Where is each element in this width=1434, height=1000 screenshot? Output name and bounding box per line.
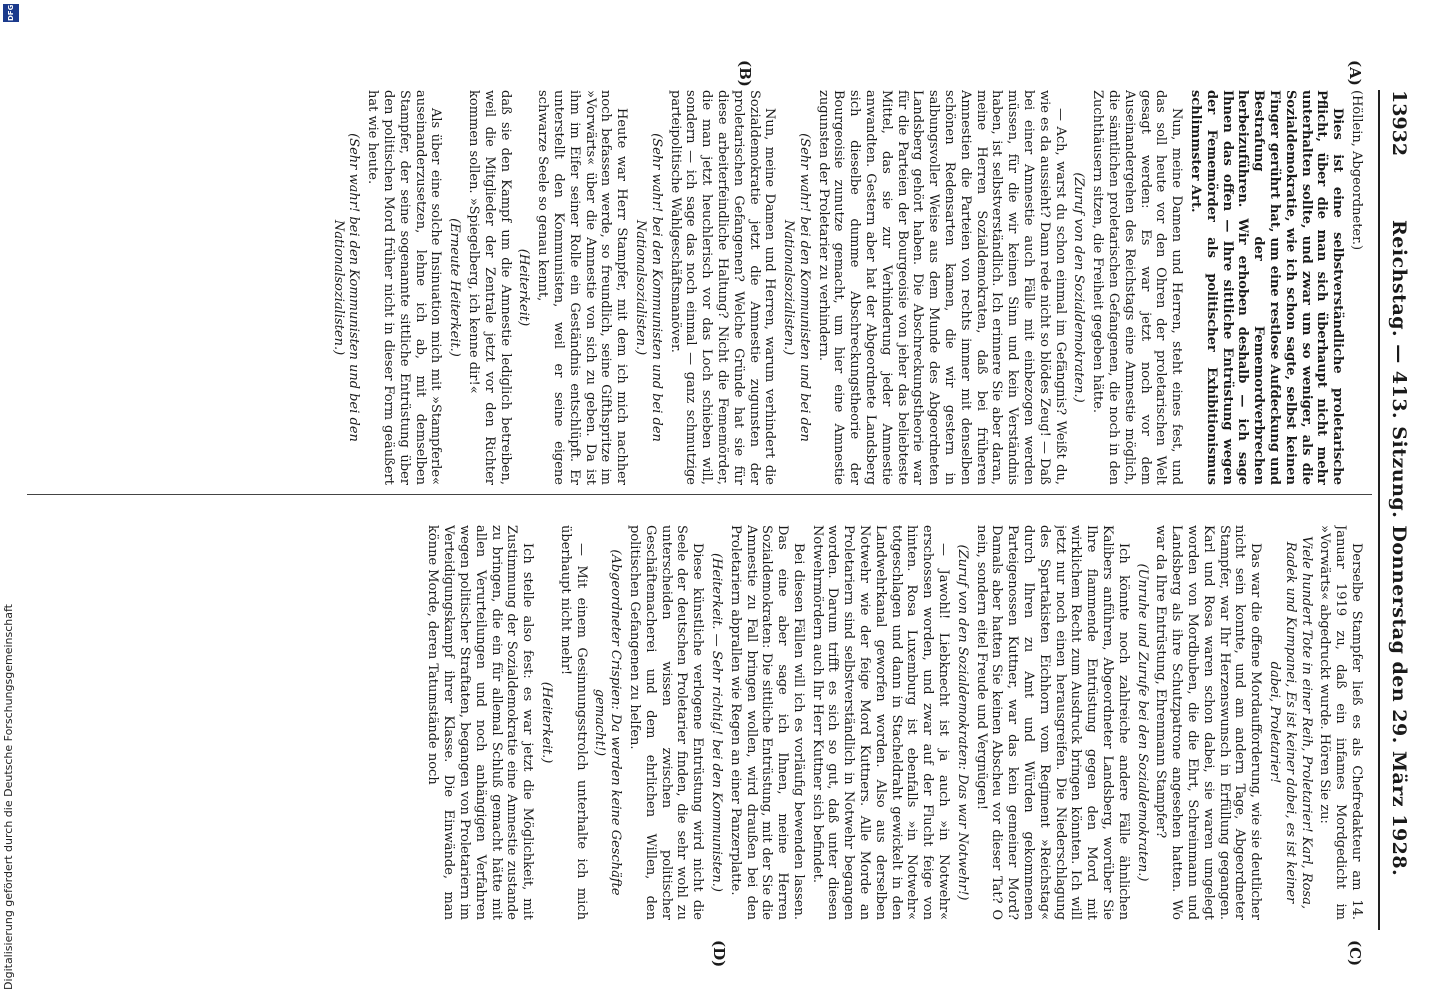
speaker-line: (Höllein, Abgeordneter.) <box>1349 90 1364 251</box>
paragraph: daß sie den Kampf um die Amnestie lediglich betreiben, weil die Mitglieder der Zentrale jetzt vor den Richter kommen sollen. »Spiegelberg, ich kenne dir!« <box>465 90 513 485</box>
page-number: 13932 <box>1388 90 1410 157</box>
column-divider <box>27 494 1372 495</box>
digitization-note: Digitalisierung gefördert durch die Deutsche Forschungsgemeinschaft <box>2 604 15 990</box>
margin-mark-b: (B) <box>736 60 754 87</box>
margin-mark-d: (D) <box>710 940 728 968</box>
paragraph: Ich stelle also fest: es war jetzt die Möglichkeit, mit Zustimmung der Sozialdemokratie eine Amnestie zustande zu bringen, die ein für allemal Schluß gemacht hätte mit allen Verurteilungen und noch anhängigen Verfahren wegen politischer Straftaten, begangen von Proletariern im Verteidigungskampf ihrer Klasse. Die Einwände, man könne Morde, deren Tatumstände noch <box>425 525 536 920</box>
paragraph: Derselbe Stampfer ließ es als Chefredakteur am 14. Januar 1919 zu, daß ein infames Mordgedicht im »Vorwärts« abgedruckt wurde. Hören Sie zu: <box>1317 525 1364 920</box>
left-column <box>24 90 1364 485</box>
paragraph: Dies ist eine selbstverständliche proletarische Pflicht, über die man sich überhaupt nicht mehr unterhalten sollte, und zwar um so weniger, als die Sozialdemokratie, wie ich schon sagte, selbst keinen Finger gerührt hat, um eine restlose Aufdeckung und Bestrafung der Fememordverbrechen herbeizuführen. Wir erhoben deshalb — ich sage Ihnen das offen — Ihre sittliche Entrüstung wegen der Fememörder als politischer Exhibitionismus schlimmster Art. <box>1188 90 1346 485</box>
dfg-logo-icon: DFG <box>3 4 19 22</box>
page-title: Reichstag. — 413. Sitzung. Donnerstag den 29. März 1928. <box>1388 220 1410 877</box>
paragraph: Als über eine solche Insinuation mich mit »Stampferle« auseinanderzusetzen, lehne ich ab, mit demselben Stampfer, der seine sogenannte sittliche Entrüstung über den politischen Mord früher nicht in dieser Form geäußert hat wie heute. <box>365 90 444 485</box>
interjection: (Heiterkeit. — Sehr richtig! bei den Kommunisten.) <box>708 553 724 892</box>
paragraph: Bei diesen Fällen will ich es vorläufig bewenden lassen. Das eine aber sage ich Ihnen, meine Herren Sozialdemokraten: Die sittliche Entrüstung, mit der Sie die Amnestie zu Fall bringen wollen, wird draußen bei den Proletariern abprallen wie Regen an einer Panzerplatte. <box>727 525 806 920</box>
paragraph: — Ach, warst du schon einmal im Gefängnis? Weißt du, wie es da aussieht? Dann rede nicht so blödes Zeug! — Daß bei einer Amnestie auch Fälle mit einbezogen werden müssen, für die wir keinen Sinn und kein Verständnis haben, ist selbstverständlich. Ich erinnere Sie aber daran, meine Herren Sozialdemokraten, daß bei früheren Amnestien die Parteien von rechts immer mit denselben schönen Redensarten kamen, die wir gestern in salbungsvoller Weise aus dem Munde des Abgeordneten Landsberg gehört haben. Die Abschreckungstheorie war für die Parteien der Bourgeoisie von jeher das beliebteste Mittel, das sie zur Verhinderung jeder Amnestie anwandten. Gestern aber hat der Abgeordnete Landsberg sich dieselbe dumme Abschreckungstheorie der Bourgeoisie zunutze gemacht, um hier eine Amnestie zugunsten der Proletarier zu verhindern. <box>815 90 1068 485</box>
interjection: (Heiterkeit) <box>516 248 532 327</box>
interjection: (Erneute Heiterkeit.) <box>447 218 463 357</box>
paragraph: Diese künstliche verlogene Entrüstung wird nicht die Seele der deutschen Proletarier finden, die sehr wohl zu unterscheiden wissen zwischen politischer Geschäftemacherei und dem ehrlichen Willen, den politischen Gefangenen zu helfen. <box>626 525 706 920</box>
paragraph: Nun, meine Damen und Herren, steht eines fest, und das soll heute vor den Ohren der proletarischen Welt gesagt werden: Es war jetzt noch vor dem Auseinandergehen des Reichstags eine Amnestie möglich, die sämtlichen proletarischen Gefangenen, die noch in den Zuchthäusern sitzen, die Freiheit gegeben hätte. <box>1090 90 1185 485</box>
margin-mark-a: (A) <box>1346 60 1364 86</box>
interjection: (Unruhe und Zurufe bei den Sozialdemokraten.) <box>1134 563 1150 882</box>
paragraph: Nun, meine Damen und Herren, warum verhindert die Sozialdemokratie jetzt die Amnestie zugunsten der proletarischen Gefangenen? Welche Gründe hat sie für diese arbeiterfeindliche Haltung? Nicht die Fememörder, die man jetzt heuchlerisch vor das Loch schieben will, sondern — ich sage das noch einmal — ganz schmutzige parteipolitische Wahlgeschäftsmanöver. <box>667 90 778 485</box>
page-header <box>1378 90 1414 930</box>
interjection: (Heiterkeit.) <box>538 681 554 764</box>
interjection: (Sehr wahr! bei den Kommunisten und bei den Nationalsozialisten.) <box>330 133 362 442</box>
interjection: (Zuruf von den Sozialdemokraten.) <box>1071 172 1087 403</box>
paragraph: — Mit einem Gesinnungsstrolch unterhalte ich mich überhaupt nicht mehr! <box>557 525 589 920</box>
interjection: (Abgeordneter Crispien: Da werden keine Geschäfte gemacht!) <box>592 549 624 896</box>
right-column <box>24 525 1364 920</box>
digitization-footer <box>0 0 24 1000</box>
paragraph: Heute war Herr Stampfer, mit dem ich mich nachher noch befassen werde, so freundlich, seine Gifthspritze im »Vorwärts« über die Amnestie von sich zu geben. Da ist ihm im Eifer seiner Rolle ein Geständnis entschlüpft. Er unterstellt den Kommunisten, weil er seine eigene schwarze Seele so genau kennt, <box>535 90 630 485</box>
quoted-poem: Viele hundert Tote in einer Reih, Proletarier! Karl, Rosa, Radek und Kumpanei, Es ist keiner dabei, es ist keiner dabei, Proletarier! <box>1267 536 1314 909</box>
paragraph: — Jawohl! Liebknecht ist ja auch »in Notwehr« erschossen worden, und zwar auf der Flucht feige von hinten. Rosa Luxemburg ist ebenfalls »in Notwehr« totgeschlagen und dann in Stacheldraht gewickelt in den Landwehrkanal geworfen worden. Also aus derselben Notwehr wie der feige Mord Kuttners. Alle Morde an Proletariern sind selbstverständlich in Notwehr begangen worden. Darum trifft es sich so gut, daß unter diesen Notwehrmördern auch Ihr Herr Kuttner sich befindet. <box>809 525 952 920</box>
interjection: (Sehr wahr! bei den Kommunisten und bei den Nationalsozialisten.) <box>781 133 812 442</box>
paragraph: Das war die offene Mordaufforderung, wie sie deutlicher nicht sein konnte, und am andern Tage, Abgeordneter Stampfer, war Ihr Herzenswunsch in Erfüllung gegangen. Karl und Rosa waren schon dabei, sie waren umgelegt worden von Mordbuben, die die Ehrt, Schreinmann und Landsberg als ihre Schutzpatrone angesehen hatten. Wo war da Ihre Entrüstung, Ehrenmann Stampfer? <box>1153 525 1264 920</box>
margin-mark-c: (C) <box>1346 940 1364 967</box>
paragraph: Ich könnte noch zahlreiche andere Fälle ähnlichen Kalibers anführen, Abgeordneter Landsberg, worüber Sie Ihre flammende Entrüstung gegen den Mord mit wirklichem Recht zum Ausdruck bringen könnten. Ich will jetzt nur noch einen herausgreifen. Die Niederschlagung des Spartakisten Eichhorn vom Regiment »Reichstag« durch Ihren zu Amt und Würden gekommenen Parteigenossen Kuttner, war das kein gemeiner Mord? Damals aber hatten Sie keinen Abscheu vor dieser Tat? O nein, sondern eitel Freude und Vergnügen! <box>973 525 1131 920</box>
interjection: (Sehr wahr! bei den Kommunisten und bei den Nationalsozialisten.) <box>632 133 664 442</box>
interjection: (Zuruf von den Sozialdemokraten: Das war Notwehr!) <box>954 544 970 901</box>
